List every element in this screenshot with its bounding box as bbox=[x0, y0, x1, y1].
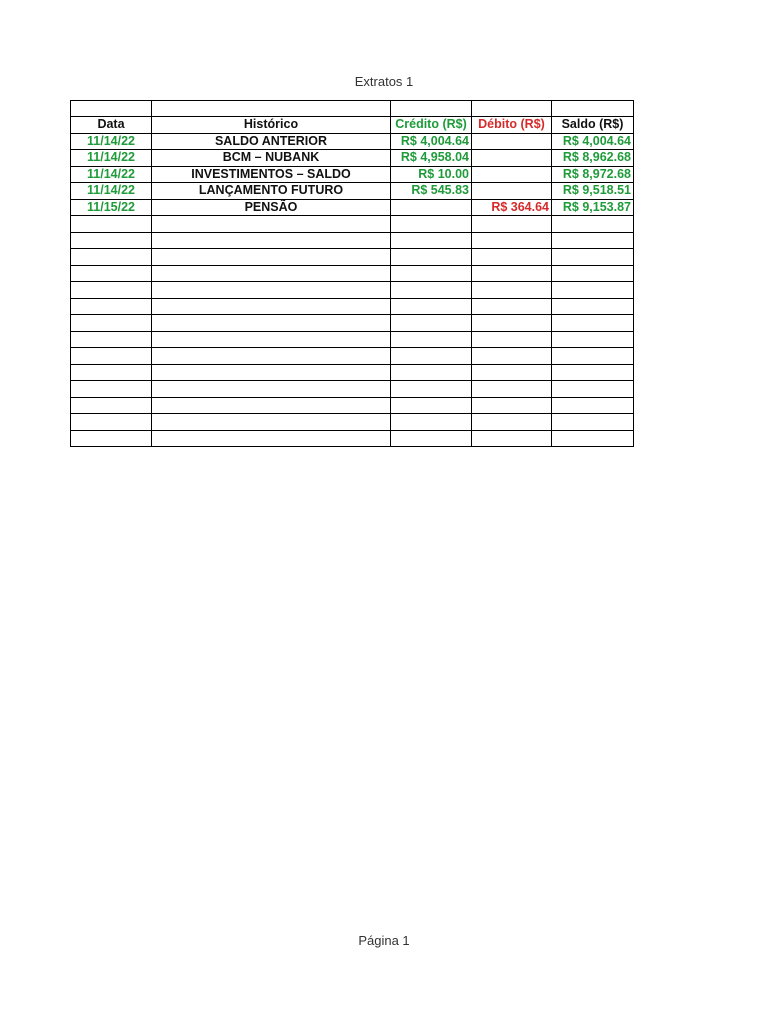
empty-cell bbox=[391, 216, 472, 233]
empty-cell bbox=[152, 381, 391, 398]
table-header-row bbox=[71, 117, 634, 134]
empty-table-row bbox=[71, 397, 634, 414]
empty-table-row bbox=[71, 414, 634, 431]
date-cell: 11/14/22 bbox=[71, 183, 152, 200]
empty-table-row bbox=[71, 265, 634, 282]
empty-table-row bbox=[71, 315, 634, 332]
empty-cell bbox=[472, 364, 552, 381]
empty-cell bbox=[391, 348, 472, 365]
empty-cell bbox=[472, 430, 552, 447]
empty-cell bbox=[152, 397, 391, 414]
table-row bbox=[71, 183, 634, 200]
credit-cell: R$ 4,958.04 bbox=[391, 150, 472, 167]
table-cell bbox=[472, 101, 552, 117]
credit-cell: R$ 10.00 bbox=[391, 166, 472, 183]
empty-table-row bbox=[71, 348, 634, 365]
column-header-balance: Saldo (R$) bbox=[552, 117, 634, 134]
debit-cell: R$ 364.64 bbox=[472, 199, 552, 216]
empty-cell bbox=[391, 331, 472, 348]
date-cell: 11/14/22 bbox=[71, 150, 152, 167]
debit-cell bbox=[472, 133, 552, 150]
balance-cell: R$ 4,004.64 bbox=[552, 133, 634, 150]
empty-cell bbox=[152, 232, 391, 249]
empty-table-row bbox=[71, 249, 634, 266]
empty-cell bbox=[152, 298, 391, 315]
empty-cell bbox=[71, 331, 152, 348]
empty-cell bbox=[391, 249, 472, 266]
empty-cell bbox=[472, 381, 552, 398]
empty-cell bbox=[472, 348, 552, 365]
empty-cell bbox=[71, 298, 152, 315]
table-row bbox=[71, 150, 634, 167]
balance-cell: R$ 8,962.68 bbox=[552, 150, 634, 167]
empty-cell bbox=[391, 232, 472, 249]
empty-cell bbox=[552, 249, 634, 266]
empty-cell bbox=[472, 249, 552, 266]
credit-cell bbox=[391, 199, 472, 216]
empty-table-row bbox=[71, 298, 634, 315]
empty-cell bbox=[391, 397, 472, 414]
empty-cell bbox=[552, 216, 634, 233]
column-header-debit: Débito (R$) bbox=[472, 117, 552, 134]
empty-cell bbox=[152, 249, 391, 266]
table-cell bbox=[152, 101, 391, 117]
empty-table-row bbox=[71, 216, 634, 233]
empty-cell bbox=[391, 315, 472, 332]
table-row bbox=[71, 199, 634, 216]
empty-cell bbox=[152, 216, 391, 233]
date-cell: 11/14/22 bbox=[71, 133, 152, 150]
empty-cell bbox=[472, 216, 552, 233]
empty-cell bbox=[552, 298, 634, 315]
statement-table bbox=[70, 100, 634, 447]
empty-cell bbox=[472, 331, 552, 348]
credit-cell: R$ 4,004.64 bbox=[391, 133, 472, 150]
page-number: Página 1 bbox=[358, 933, 410, 948]
empty-cell bbox=[552, 265, 634, 282]
empty-cell bbox=[71, 249, 152, 266]
empty-cell bbox=[71, 315, 152, 332]
empty-cell bbox=[71, 381, 152, 398]
date-cell: 11/15/22 bbox=[71, 199, 152, 216]
debit-cell bbox=[472, 183, 552, 200]
empty-cell bbox=[391, 430, 472, 447]
empty-table-row bbox=[71, 331, 634, 348]
date-cell: 11/14/22 bbox=[71, 166, 152, 183]
empty-cell bbox=[552, 414, 634, 431]
table-row bbox=[71, 133, 634, 150]
empty-cell bbox=[472, 265, 552, 282]
empty-cell bbox=[472, 414, 552, 431]
empty-table-row bbox=[71, 364, 634, 381]
empty-cell bbox=[71, 232, 152, 249]
empty-cell bbox=[552, 430, 634, 447]
empty-cell bbox=[552, 381, 634, 398]
empty-cell bbox=[391, 381, 472, 398]
empty-table-row bbox=[71, 232, 634, 249]
empty-cell bbox=[552, 315, 634, 332]
empty-cell bbox=[71, 216, 152, 233]
column-header-date: Data bbox=[71, 117, 152, 134]
history-cell: PENSÃO bbox=[152, 199, 391, 216]
empty-cell bbox=[391, 298, 472, 315]
empty-cell bbox=[152, 315, 391, 332]
empty-cell bbox=[152, 265, 391, 282]
empty-cell bbox=[152, 414, 391, 431]
empty-cell bbox=[391, 364, 472, 381]
balance-cell: R$ 8,972.68 bbox=[552, 166, 634, 183]
page-title: Extratos 1 bbox=[354, 74, 414, 89]
history-cell: INVESTIMENTOS – SALDO bbox=[152, 166, 391, 183]
empty-cell bbox=[472, 298, 552, 315]
empty-cell bbox=[71, 430, 152, 447]
empty-cell bbox=[391, 414, 472, 431]
empty-cell bbox=[552, 282, 634, 299]
history-cell: SALDO ANTERIOR bbox=[152, 133, 391, 150]
empty-cell bbox=[152, 348, 391, 365]
empty-cell bbox=[552, 232, 634, 249]
credit-cell: R$ 545.83 bbox=[391, 183, 472, 200]
empty-cell bbox=[152, 282, 391, 299]
balance-cell: R$ 9,518.51 bbox=[552, 183, 634, 200]
empty-table-row bbox=[71, 430, 634, 447]
column-header-history: Histórico bbox=[152, 117, 391, 134]
table-blank-top-row bbox=[71, 101, 634, 117]
empty-cell bbox=[71, 414, 152, 431]
empty-cell bbox=[71, 364, 152, 381]
empty-cell bbox=[552, 364, 634, 381]
empty-cell bbox=[71, 282, 152, 299]
empty-cell bbox=[152, 430, 391, 447]
table-row bbox=[71, 166, 634, 183]
table-cell bbox=[391, 101, 472, 117]
empty-cell bbox=[71, 397, 152, 414]
empty-cell bbox=[552, 397, 634, 414]
empty-cell bbox=[552, 348, 634, 365]
balance-cell: R$ 9,153.87 bbox=[552, 199, 634, 216]
empty-table-row bbox=[71, 381, 634, 398]
empty-cell bbox=[472, 397, 552, 414]
empty-cell bbox=[472, 315, 552, 332]
table-cell bbox=[71, 101, 152, 117]
empty-cell bbox=[472, 232, 552, 249]
empty-cell bbox=[152, 364, 391, 381]
debit-cell bbox=[472, 166, 552, 183]
table-cell bbox=[552, 101, 634, 117]
empty-cell bbox=[391, 265, 472, 282]
column-header-credit: Crédito (R$) bbox=[391, 117, 472, 134]
history-cell: BCM – NUBANK bbox=[152, 150, 391, 167]
history-cell: LANÇAMENTO FUTURO bbox=[152, 183, 391, 200]
empty-cell bbox=[472, 282, 552, 299]
empty-cell bbox=[552, 331, 634, 348]
empty-cell bbox=[391, 282, 472, 299]
empty-cell bbox=[71, 265, 152, 282]
empty-cell bbox=[152, 331, 391, 348]
empty-table-row bbox=[71, 282, 634, 299]
empty-cell bbox=[71, 348, 152, 365]
debit-cell bbox=[472, 150, 552, 167]
